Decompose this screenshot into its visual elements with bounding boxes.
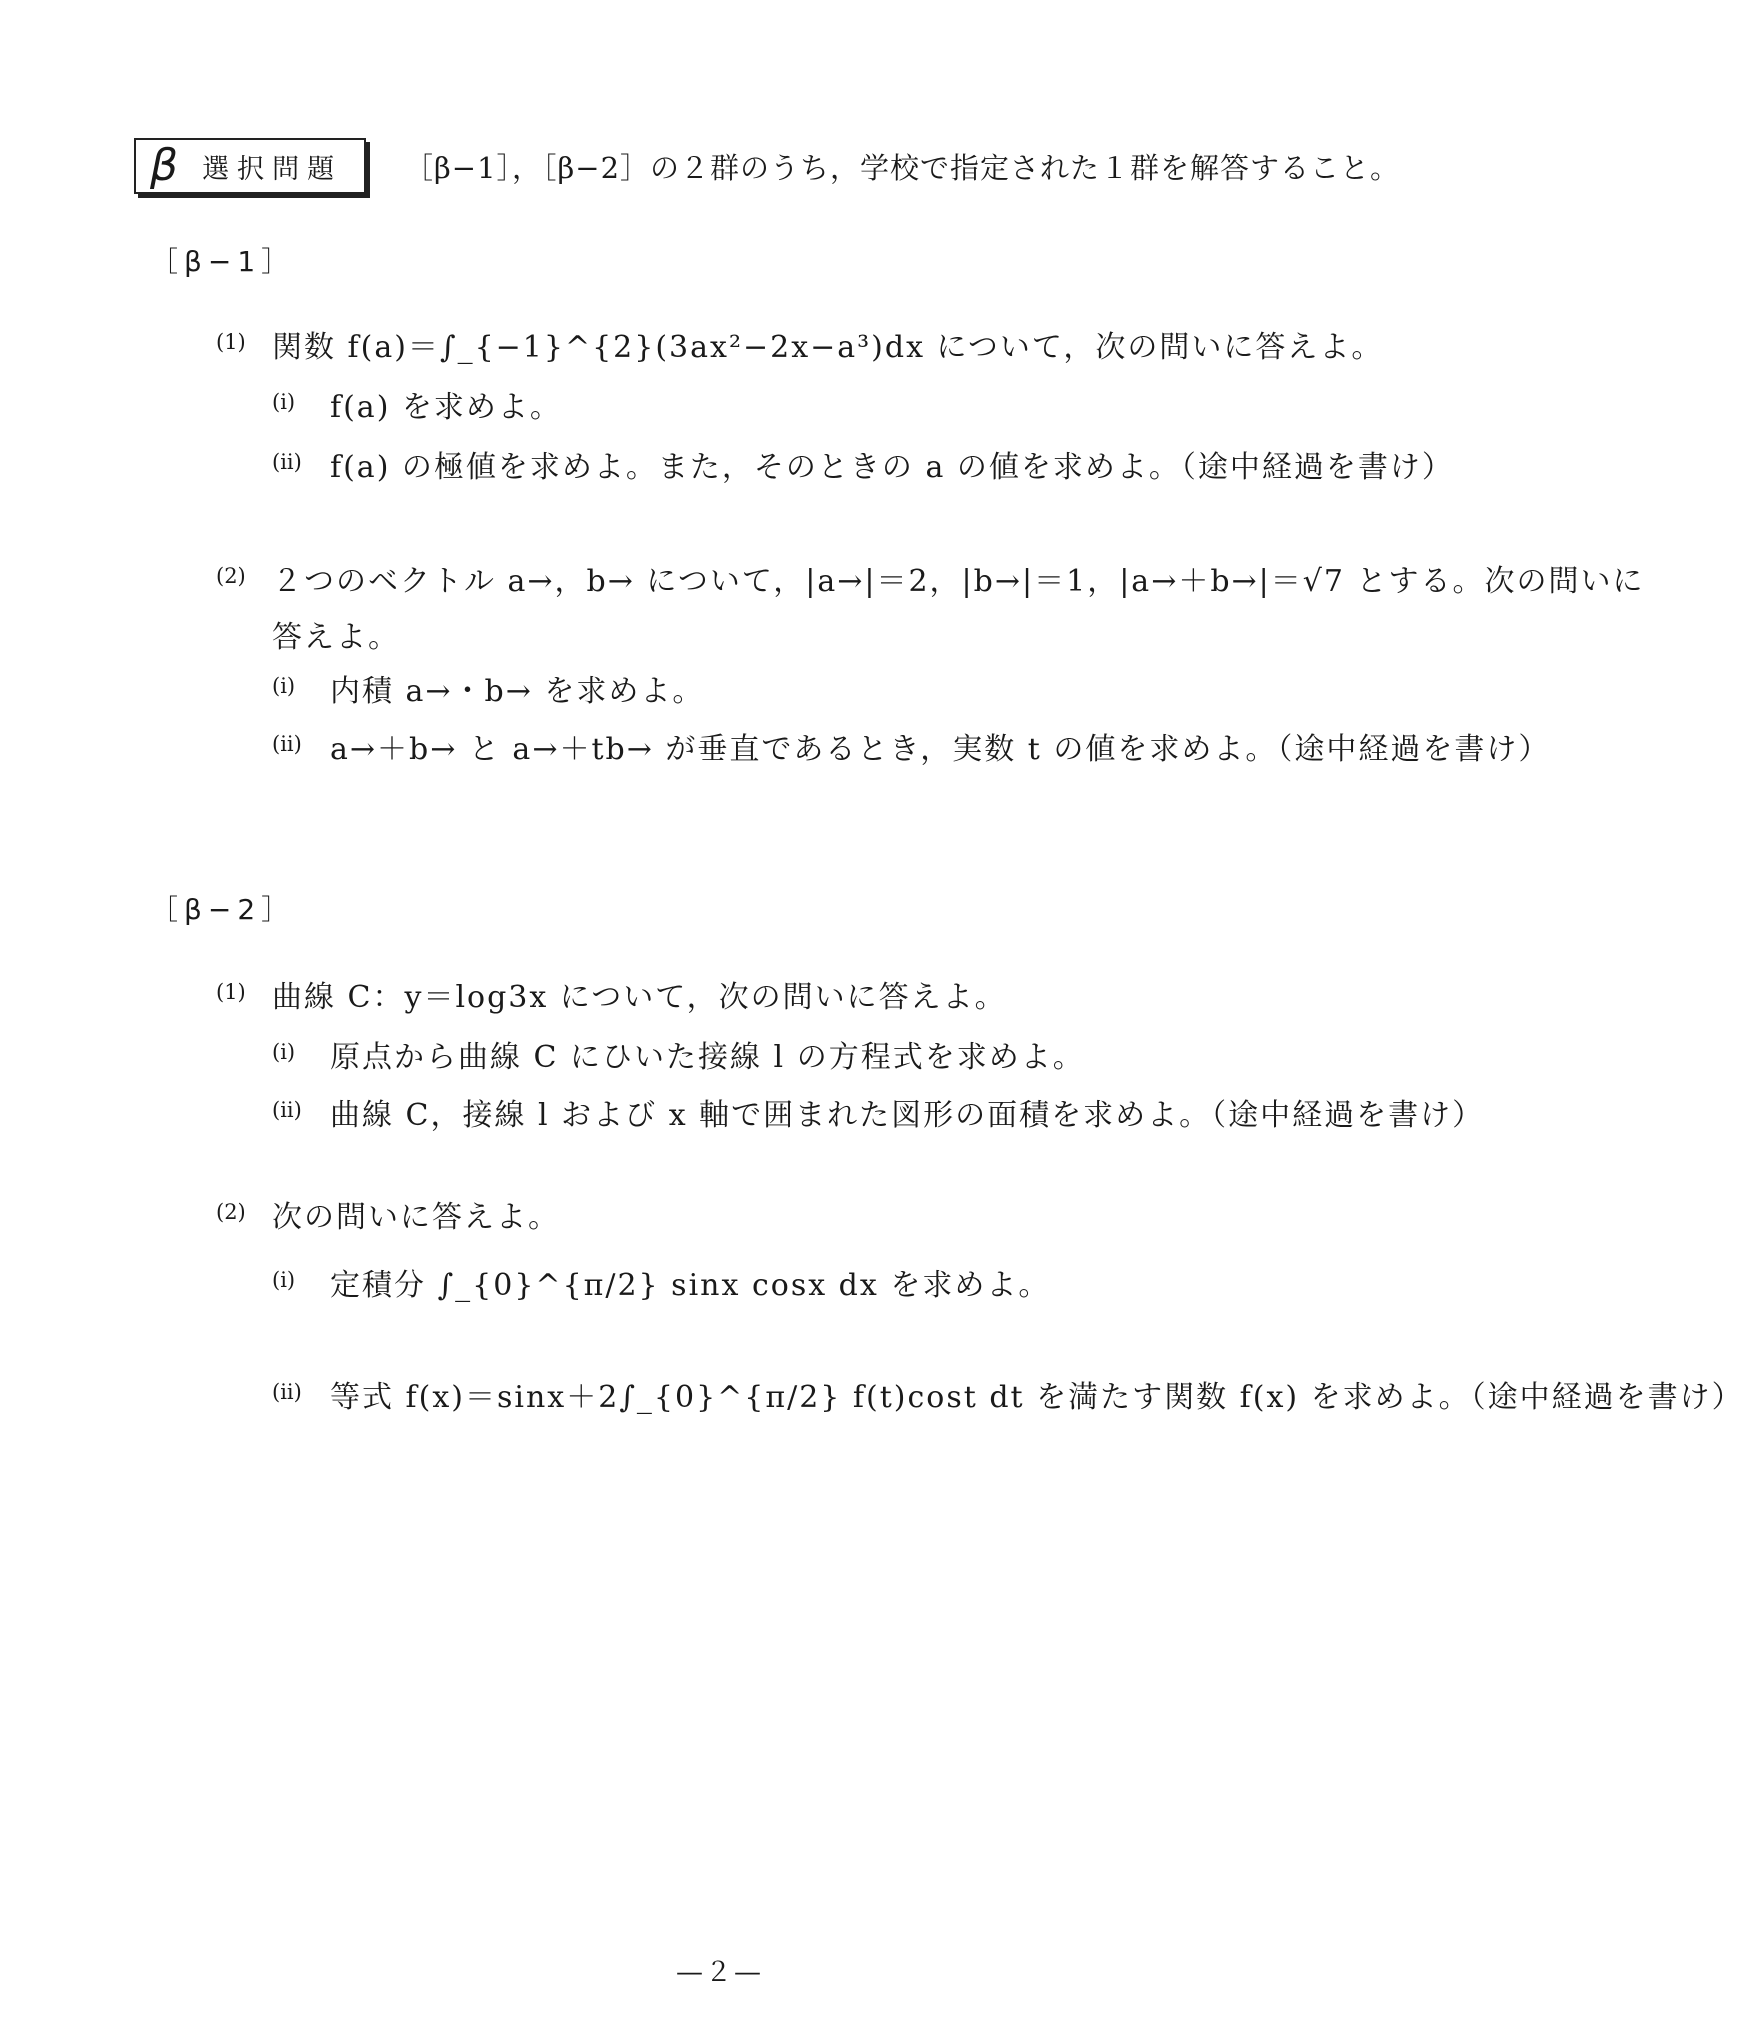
part-text: 原点から曲線 C にひいた接線 l の方程式を求めよ。 <box>330 1040 1085 1075</box>
problem-number: (2) <box>216 1200 246 1224</box>
header-instruction: ［β−1］，［β−2］の２群のうち，学校で指定された１群を解答すること。 <box>404 151 1401 185</box>
problem-number: (2) <box>216 564 246 588</box>
part-text: f(a) の極値を求めよ。また，そのときの a の値を求めよ。（途中経過を書け） <box>330 450 1454 485</box>
part-text: a→＋b→ と a→＋tb→ が垂直であるとき，実数 t の値を求めよ。（途中経過を書け） <box>330 732 1551 767</box>
part-number: (i) <box>272 674 296 698</box>
problem-text-continued: 答えよ。 <box>272 620 400 655</box>
part-number: (i) <box>272 1268 296 1292</box>
part-text: 等式 f(x)＝sinx＋2∫_{0}^{π/2} f(t)cost dt を満たす関数 f(x) を求めよ。（途中経過を書け） <box>330 1380 1744 1415</box>
part-number: (ii) <box>272 1098 302 1122</box>
part-number: (i) <box>272 390 296 414</box>
problem-text: ２つのベクトル a→，b→ について，|a→|＝2，|b→|＝1，|a→＋b→|＝√7 とする。次の問いに <box>272 564 1645 599</box>
part-text: 定積分 ∫_{0}^{π/2} sinx cosx dx を求めよ。 <box>330 1268 1051 1303</box>
problem-text: 次の問いに答えよ。 <box>272 1200 560 1235</box>
section-label-beta-2: ［β−2］ <box>150 893 296 926</box>
section-label-beta-1: ［β−1］ <box>150 245 296 278</box>
part-number: (ii) <box>272 732 302 756</box>
badge-beta-symbol: β <box>150 140 179 191</box>
problem-text: 曲線 C：y＝log3x について，次の問いに答えよ。 <box>272 980 1007 1015</box>
page-number: —２— <box>676 1957 763 1988</box>
part-number: (ii) <box>272 1380 302 1404</box>
part-text: 曲線 C，接線 l および x 軸で囲まれた図形の面積を求めよ。（途中経過を書け） <box>330 1098 1485 1133</box>
section-badge <box>134 138 366 194</box>
part-number: (ii) <box>272 450 302 474</box>
problem-text: 関数 f(a)＝∫_{−1}^{2}(3ax²−2x−a³)dx について，次の問いに答えよ。 <box>272 330 1384 365</box>
problem-number: (1) <box>216 330 246 354</box>
part-text: f(a) を求めよ。 <box>330 390 562 425</box>
badge-title: 選択問題 <box>202 153 343 185</box>
part-text: 内積 a→・b→ を求めよ。 <box>330 674 705 709</box>
problem-number: (1) <box>216 980 246 1004</box>
part-number: (i) <box>272 1040 296 1064</box>
